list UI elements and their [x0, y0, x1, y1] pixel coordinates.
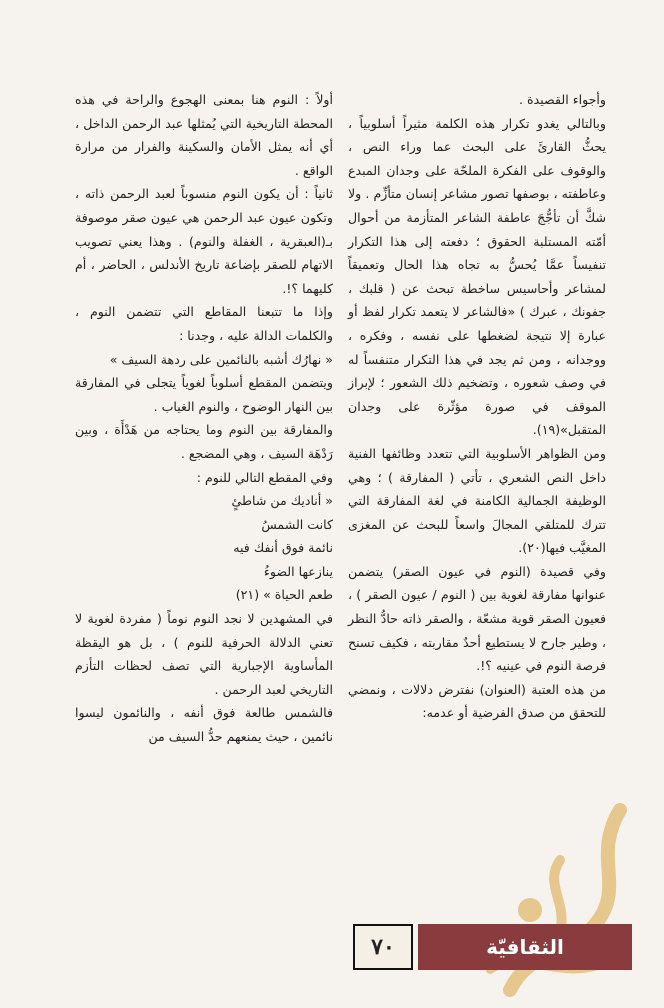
paragraph: كانت الشمسُ — [261, 516, 333, 532]
decorative-ornament-icon — [470, 800, 650, 1000]
paragraph: وفي قصيدة (النوم في عيون الصقر) يتضمن عنوانها مفارقة لغوية بين ( النوم / عيون الصقر ) ، فعيون الصقر قوية مشعّة ، والصقر ذاته حادُّ النظر ، وطير جارح لا يستطيع أحدٌ مقاربته ، فكيف تسنح فرصة النوم في عينيه ؟!. — [348, 563, 606, 674]
paragraph: وأجواء القصيدة . — [519, 92, 606, 107]
paragraph: « نهارُك أشبه بالنائمين على ردهة السيف » — [109, 351, 333, 367]
magazine-name-banner: الثقافيّة — [418, 924, 632, 970]
page-number: ٧٠ — [353, 924, 413, 970]
paragraph: من هذه العتبة (العنوان) نفترض دلالات ، ونمضي للتحقق من صدق الفرضية أو عدمه: — [348, 681, 606, 721]
paragraph: فالشمس طالعة فوق أنفه ، والنائمون ليسوا نائمين ، حيث يمنعهم حدُّ السيف من — [75, 705, 333, 745]
paragraph: ينازعها الضوءُ — [263, 563, 333, 579]
paragraph: طعم الحياة » (٢١) — [235, 587, 333, 603]
paragraph: في المشهدين لا نجد النوم نوماً ( مفردة لغوية لا تعني الدلالة الحرفية للنوم ) ، بل هو اليقظة المأساوية الإجبارية التي تصف لحظات التأزم التاريخي لعبد الرحمن . — [75, 611, 333, 697]
paragraph: ويتضمن المقطع أسلوباً لغوياً يتجلى في المفارقة بين النهار الوضوح ، والنوم الغياب . — [75, 375, 333, 414]
paragraph: « أناديك من شاطئٍ — [231, 493, 333, 509]
paragraph: نائمة فوق أنفك فيه — [233, 540, 333, 556]
left-text-column — [75, 88, 333, 749]
paragraph: ثانياً : أن يكون النوم منسوباً لعبد الرحمن ذاته ، وتكون عيون عبد الرحمن هي عيون صقر موصوفة بـ(العبقرية ، الغفلة والنوم) . وهذا يعني تصويب الاتهام للصقر بإضاعة تاريخ الأندلس ، الحاضر ، أم كليهما ؟!. — [75, 186, 333, 296]
right-text-column — [348, 88, 606, 725]
paragraph: أولاً : النوم هنا بمعنى الهجوع والراحة في هذه المحطة التاريخية التي يُمثلها عبد الرحمن الداخل ، أي أنه يمثل الأمان والسكينة والفرار من مرارة الواقع . — [75, 92, 333, 178]
paragraph: ومن الظواهر الأسلوبية التي تتعدد وظائفها الفنية داخل النص الشعري ، تأتي ( المفارقة ) ؛ وهي الوظيفة الجمالية الكامنة في لغة المفارقة التي تترك للمتلقي المجالَ واسعاً للبحث عن المغزى المغيَّب فيها(٢٠). — [348, 445, 606, 556]
paragraph: وإذا ما تتبعنا المقاطع التي تتضمن النوم ، والكلمات الدالة عليه ، وجدنا : — [75, 304, 333, 343]
paragraph: والمفارقة بين النوم وما يحتاجه من هَدْأَة ، وبين رَدْهَة السيف ، وهي المضجع . — [75, 422, 333, 461]
paragraph: وبالتالي يغدو تكرار هذه الكلمة مثيراً أسلوبياً ، يحثُّ القارئَ على البحث عما وراء النص ، والوقوف على الفكرة الملحّة على وجدان المبدع وعاطفته ، بوصفها تصور مشاعر إنسان متأزِّم . ولا شكَّ أن تأجُّجَ عاطفة الشاعر المتأزمة من أحوال أمّته المستلبة الحقوق ؛ دفعته إلى هذا التكرار تنفيساً عمَّا يُحسُّ به تجاه هذا الحال وتعميقاً لمشاعر وأحاسيس ساخطة تبحث عن ( قلبك ، جفونك ، عبرك ) «فالشاعر لا يتعمد تكرار لفظ أو عبارة إلا نتيجة لضغطها على نفسه ، وفكره ، ووجدانه ، ومن ثم يجد في هذا التكرار متنفساً له في وصف شعوره ، وتضخيم ذلك الشعور ؛ لإبراز الموقف في صورة مؤثّرة على وجدان المتقبل»(١٩). — [348, 115, 606, 438]
paragraph: وفي المقطع التالي للنوم : — [196, 469, 333, 485]
